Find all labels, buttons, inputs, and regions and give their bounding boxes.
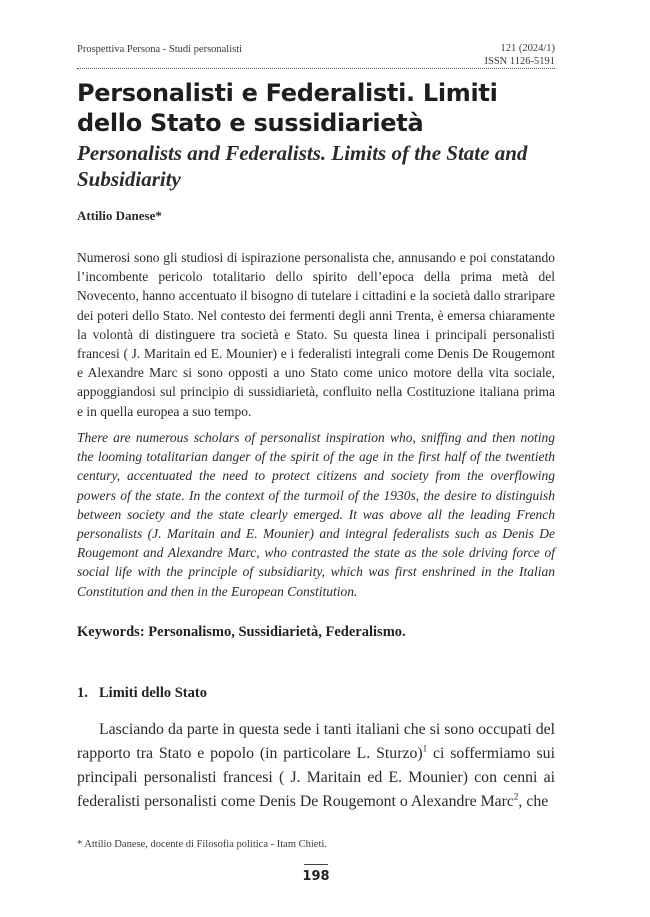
keywords: Keywords: Personalismo, Sussidiarietà, Federalismo. [77, 624, 406, 640]
issue-info [485, 42, 556, 68]
body-text-part2: ci soffermiamo sui principali personalisti francesi ( J. Maritain ed E. Mounier) con cenni ai federalisti personalisti come Denis De Rougemont o Alexandre Marc [77, 745, 555, 810]
abstract-italian: Numerosi sono gli studiosi di ispirazione personalista che, annusando e poi constatando l’incombente pericolo totalitario dello spirito dell’epoca della prima metà del Novecento, hanno accentuato il bisogno di tutelare i cittadini e la società dallo straripare dei poteri dello Stato. Nel contesto dei fermenti degli anni Trenta, è emersa chiaramente la volontà di distinguere tra società e Stato. Su questa linea i principali personalisti francesi ( J. Maritain ed E. Mounier) e i federalisti integrali come Denis De Rougemont e Alexandre Marc si sono opposti a uno Stato come unico motore della vita sociale, appoggiandosi sul principio di sussidiarietà, confluito nella Costituzione italiana prima e in quella europea a suo tempo. [77, 250, 555, 419]
section-heading [77, 685, 207, 702]
abstract-english: There are numerous scholars of personalist inspiration who, sniffing and then noting the looming totalitarian danger of the spirit of the age in the first half of the twentieth century, accentuated the need to protect citizens and society from the overflowing powers of the state. In the context of the turmoil of the 1930s, the desire to distinguish between society and the state clearly emerged. It was above all the leading French personalists (J. Maritain and E. Mounier) and integral federalists such as Denis De Rougemont and Alexandre Marc, who contrasted the state as the sole driving force of social life with the principle of subsidiarity, which was first enshrined in the Italian Constitution and then in the European Constitution. [77, 430, 555, 599]
author-footnote: * Attilio Danese, docente di Filosofia politica - Itam Chieti. [77, 839, 327, 850]
header-divider [77, 68, 555, 69]
page-number: 198 [302, 869, 330, 884]
article-subtitle: Personalists and Federalists. Limits of the State and Subsidiarity [77, 141, 528, 191]
body-text-part1: Lasciando da parte in questa sede i tanti italiani che si sono occupati del rapporto tra Stato e popolo (in particolare L. Sturzo) [77, 721, 555, 762]
journal-name: Prospettiva Persona - Studi personalisti [77, 44, 243, 55]
article-title: Personalisti e Federalisti. Limiti dello Stato e sussidiarietà [77, 79, 498, 137]
body-text-part3: , che [518, 793, 549, 810]
page-number-rule [304, 864, 328, 865]
issue-number: 121 (2024/1) [500, 43, 555, 54]
footnote-ref-2[interactable]: 2 [513, 791, 519, 802]
issn: ISSN 1126-5191 [484, 56, 555, 67]
section-number: 1. [77, 685, 88, 701]
author-name: Attilio Danese* [77, 208, 162, 223]
footnote-ref-1[interactable]: 1 [422, 743, 428, 754]
section-title: Limiti dello Stato [99, 685, 207, 701]
body-paragraph [77, 718, 555, 814]
